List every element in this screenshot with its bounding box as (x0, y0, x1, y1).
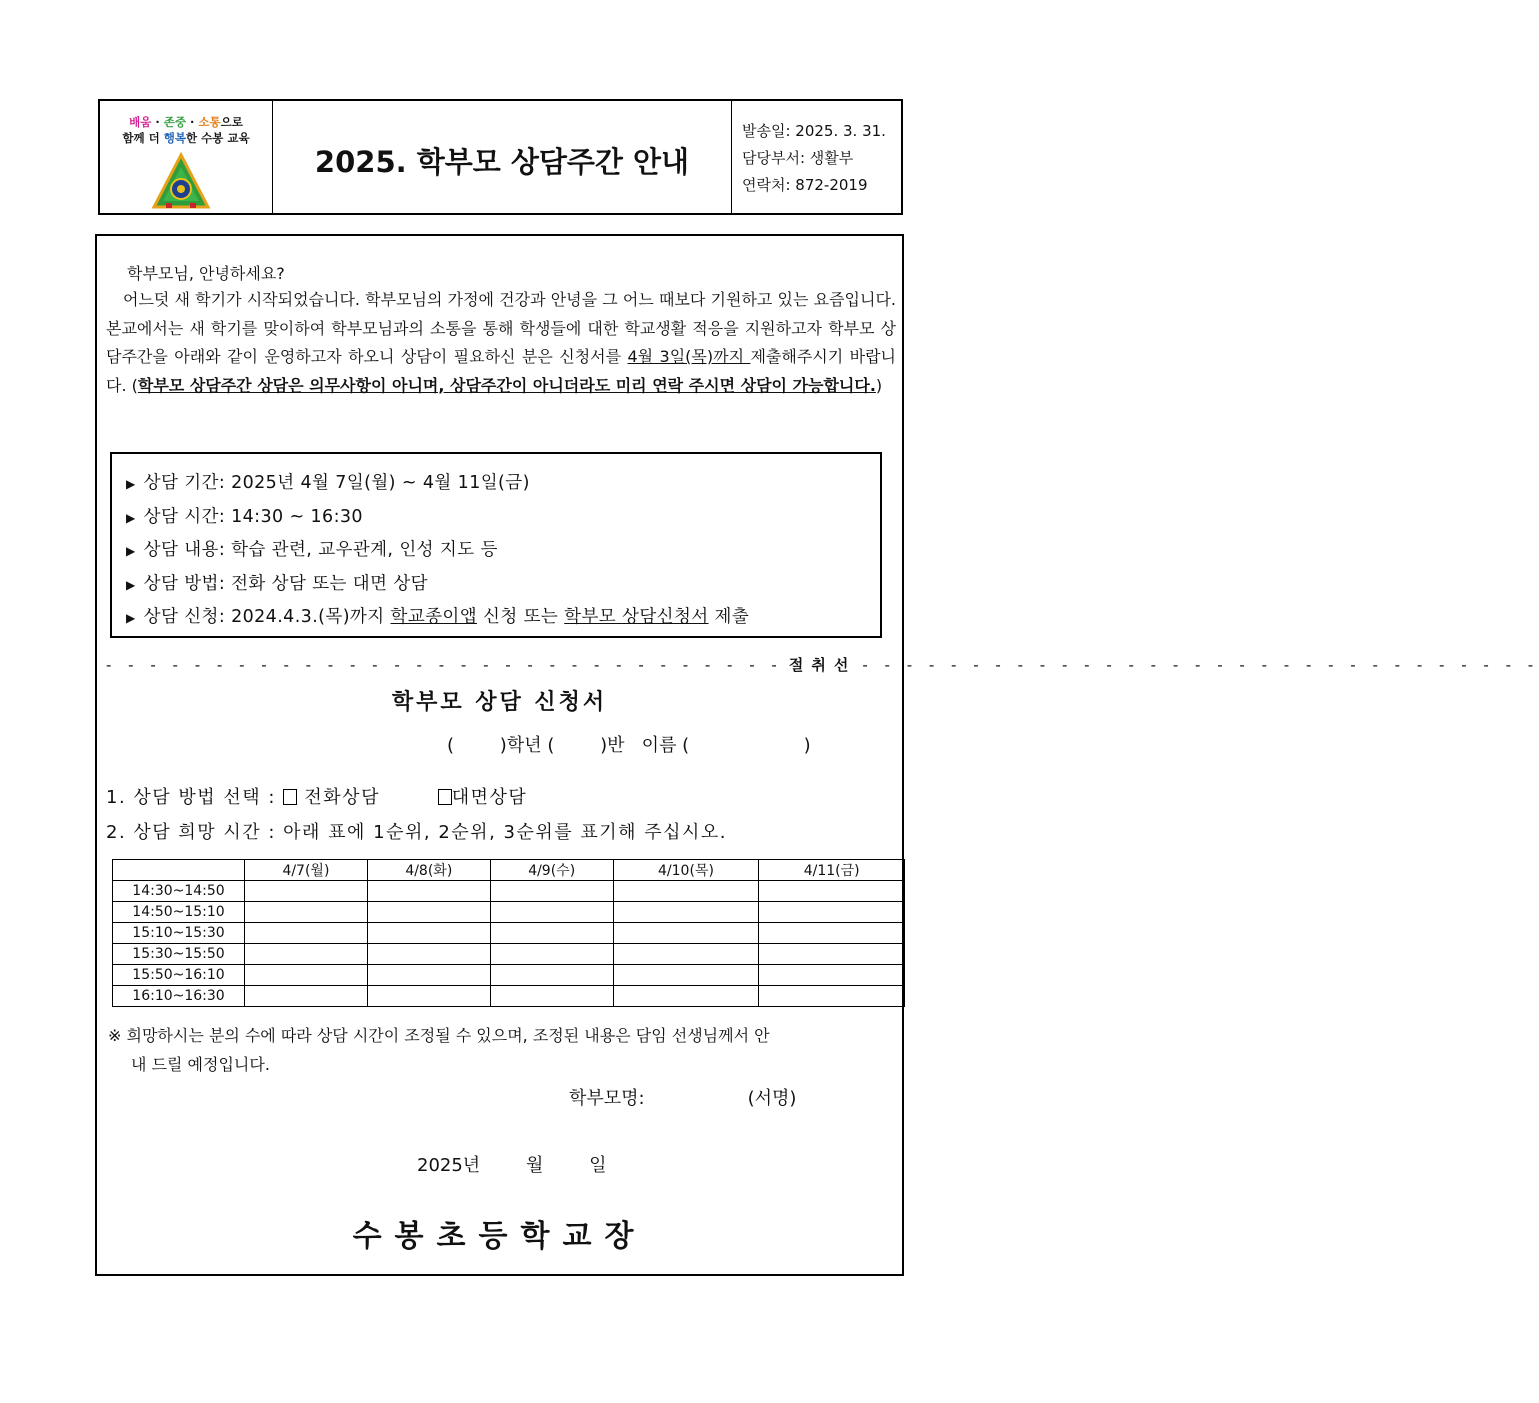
info-method (126, 568, 880, 602)
table-body (113, 881, 905, 1007)
parent-signature-field[interactable]: 학부모명: (서명) (569, 1088, 797, 1109)
preference-cell[interactable] (490, 881, 613, 902)
time-slot-cell: 16:10~16:30 (113, 986, 245, 1007)
preference-cell[interactable] (613, 965, 759, 986)
time-slot-cell: 15:10~15:30 (113, 923, 245, 944)
date-header-cell: 4/7(월) (245, 860, 368, 881)
schedule-note (108, 1021, 898, 1079)
slogan1-segment: 소통 (198, 115, 221, 129)
page-title: 2025. 학부모 상담주간 안내 (314, 144, 690, 179)
preference-cell[interactable] (367, 986, 490, 1007)
slogan1-segment: 존중 (163, 115, 186, 129)
intro-text: 어느덧 새 학기가 시작되었습니다. 학부모님의 가정에 건강과 안녕을 그 어느 때보다 기원하고 있는 요즘입니다. 본교에서는 새 학기를 맞이하여 학부모님과의 소통을 통해 학생들에 대한 학교생활 적응을 지원하고자 학부모 상담주간을 아래와 같이 운영하고자 하오니 상담이 필요하신 분은 신청서를 (106, 290, 896, 366)
student-info-line: ( )학년 ( )반 이름 ( ) (447, 735, 811, 756)
phone-consult-label: 전화상담 (297, 787, 380, 808)
table-corner-cell (113, 860, 245, 881)
slogan1-segment: 으로 (220, 115, 243, 129)
slogan2-segment: 한 수봉 교육 (186, 131, 250, 145)
info-apply (126, 601, 880, 635)
preference-cell[interactable] (490, 986, 613, 1007)
preference-cell[interactable] (245, 923, 368, 944)
preference-cell[interactable] (245, 881, 368, 902)
preference-cell[interactable] (613, 881, 759, 902)
reference-mark: ※ (108, 1026, 122, 1045)
triangle-bullet-icon: ▶ (126, 577, 136, 592)
cut-line-dashes-left: - - - - - - - - - - - - - - - - - - - - - - - - - - - - - - - (106, 655, 783, 674)
time-slot-cell: 15:50~16:10 (113, 965, 245, 986)
info-method-text: 상담 방법: 전화 상담 또는 대면 상담 (143, 573, 428, 594)
phone-consult-checkbox[interactable] (283, 789, 297, 805)
slogan1-segment: · (151, 115, 164, 129)
preference-cell[interactable] (490, 965, 613, 986)
school-logo-icon (152, 153, 210, 209)
application-form-name: 학부모 상담신청서 (564, 607, 709, 627)
preference-cell[interactable] (367, 902, 490, 923)
table-row (113, 902, 905, 923)
info-content-text: 상담 내용: 학습 관련, 교우관계, 인성 지도 등 (143, 540, 498, 560)
preference-cell[interactable] (613, 923, 759, 944)
triangle-bullet-icon: ▶ (126, 611, 136, 625)
slogan-line-2 (100, 130, 272, 146)
time-slot-cell: 14:30~14:50 (113, 881, 245, 902)
issue-info (731, 101, 901, 213)
preference-cell[interactable] (759, 944, 905, 965)
preference-cell[interactable] (245, 944, 368, 965)
time-preference-question: 2. 상담 희망 시간 : 아래 표에 1순위, 2순위, 3순위를 표기해 주십시오. (106, 822, 728, 843)
principal-title: 수봉초등학교장 (352, 1219, 647, 1254)
note-line-1 (108, 1021, 898, 1050)
preference-cell[interactable] (490, 923, 613, 944)
cut-line (106, 654, 1539, 675)
info-apply-suffix: 제출 (708, 607, 750, 627)
note-line-2: 내 드릴 예정입니다. (131, 1055, 270, 1074)
info-period (126, 467, 880, 501)
submission-date: 2025년 월 일 (417, 1155, 607, 1176)
preference-cell[interactable] (367, 965, 490, 986)
slogan1-segment: · (186, 115, 199, 129)
info-time (126, 501, 880, 535)
notice-text: 학부모 상담주간 상담은 의무사항이 아니며, 상담주간이 아니더라도 미리 연락 주시면 상담이 가능합니다. (137, 375, 876, 395)
form-title: 학부모 상담 신청서 (391, 690, 608, 715)
date-header-cell: 4/11(금) (759, 860, 905, 881)
preference-cell[interactable] (613, 902, 759, 923)
intro-paragraph (106, 286, 896, 400)
preference-cell[interactable] (245, 986, 368, 1007)
school-slogan-box (100, 101, 273, 213)
schedule-table (112, 859, 905, 1007)
triangle-bullet-icon: ▶ (126, 477, 136, 491)
greeting: 학부모님, 안녕하세요? (127, 264, 285, 283)
inperson-consult-label: 대면상담 (451, 787, 528, 808)
preference-cell[interactable] (367, 944, 490, 965)
preference-cell[interactable] (367, 923, 490, 944)
info-time-text: 상담 시간: 14:30 ~ 16:30 (143, 506, 363, 527)
letter-body (95, 234, 1539, 1276)
document-header (98, 99, 903, 215)
consultation-info-box (110, 452, 882, 638)
date-header-cell: 4/10(목) (613, 860, 759, 881)
time-slot-cell: 15:30~15:50 (113, 944, 245, 965)
contact-number: 연락처: 872-2019 (742, 176, 868, 194)
note-text-1: 희망하시는 분의 수에 따라 상담 시간이 조정될 수 있으며, 조정된 내용은 담임 선생님께서 안 (121, 1026, 770, 1045)
intro-text-2: 제출해주시기 바랍니다. ( (106, 347, 896, 395)
intro-close: ) (875, 375, 883, 395)
cut-line-dashes-right: - - - - - - - - - - - - - - - - - - - - - - - - - - - - - - - (862, 655, 1539, 674)
slogan2-segment: 행복 (163, 131, 186, 145)
preference-cell[interactable] (759, 986, 905, 1007)
preference-cell[interactable] (759, 881, 905, 902)
slogan1-segment: 배움 (129, 115, 152, 129)
cut-line-label: 절취선 (788, 656, 857, 674)
date-header-cell: 4/8(화) (367, 860, 490, 881)
preference-cell[interactable] (245, 902, 368, 923)
preference-cell[interactable] (759, 965, 905, 986)
time-slot-cell: 14:50~15:10 (113, 902, 245, 923)
school-app-name: 학교종이앱 (390, 607, 478, 627)
date-header-cell: 4/9(수) (490, 860, 613, 881)
inperson-consult-checkbox[interactable] (438, 789, 452, 805)
deadline-text: 4월 3일(목)까지 (627, 347, 751, 366)
table-row (113, 944, 905, 965)
table-row (113, 923, 905, 944)
table-row (113, 986, 905, 1007)
slogan2-segment: 함께 더 (122, 131, 164, 145)
preference-cell[interactable] (613, 944, 759, 965)
triangle-bullet-icon: ▶ (126, 544, 136, 558)
preference-cell[interactable] (759, 923, 905, 944)
table-row (113, 881, 905, 902)
preference-cell[interactable] (245, 965, 368, 986)
info-apply-text: 상담 신청: 2024.4.3.(목)까지 (143, 607, 391, 627)
preference-cell[interactable] (490, 902, 613, 923)
preference-cell[interactable] (759, 902, 905, 923)
preference-cell[interactable] (367, 881, 490, 902)
table-row (113, 965, 905, 986)
slogan-line-1 (100, 114, 272, 130)
preference-cell[interactable] (490, 944, 613, 965)
info-content (126, 534, 880, 568)
method-selection (106, 783, 527, 809)
preference-cell[interactable] (613, 986, 759, 1007)
table-header-row (113, 860, 905, 881)
issue-date: 발송일: 2025. 3. 31. (742, 122, 886, 140)
info-period-text: 상담 기간: 2025년 4월 7일(월) ~ 4월 11일(금) (143, 473, 530, 493)
triangle-bullet-icon: ▶ (126, 510, 136, 525)
method-question: 1. 상담 방법 선택 : (106, 787, 284, 808)
info-apply-mid: 신청 또는 (477, 607, 565, 627)
department: 담당부서: 생활부 (742, 149, 854, 167)
